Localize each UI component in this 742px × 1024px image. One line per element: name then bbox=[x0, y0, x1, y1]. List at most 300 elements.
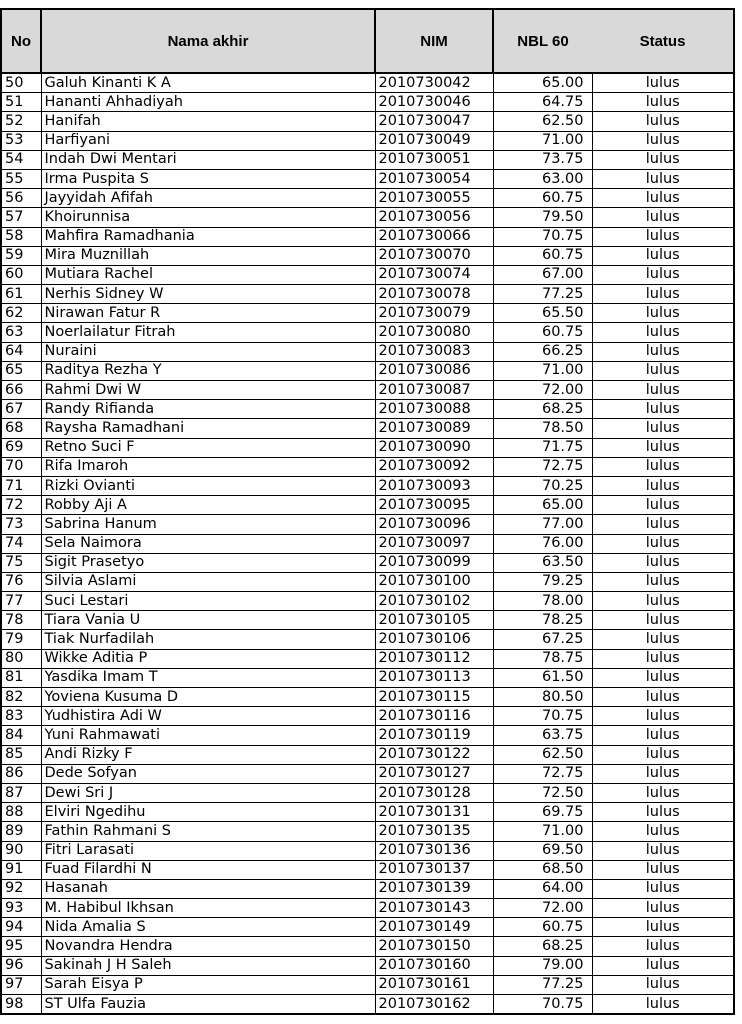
cell-nbl: 72.50 bbox=[493, 783, 592, 802]
table-row bbox=[1, 879, 734, 898]
cell-name: Randy Rifianda bbox=[41, 400, 375, 419]
cell-status: lulus bbox=[592, 169, 734, 188]
cell-status: lulus bbox=[592, 496, 734, 515]
cell-no: 54 bbox=[1, 150, 41, 169]
cell-status: lulus bbox=[592, 803, 734, 822]
cell-status: lulus bbox=[592, 361, 734, 380]
cell-status: lulus bbox=[592, 918, 734, 937]
cell-name: M. Habibul Ikhsan bbox=[41, 899, 375, 918]
cell-nim: 2010730046 bbox=[375, 93, 493, 112]
cell-nbl: 70.75 bbox=[493, 995, 592, 1015]
cell-no: 60 bbox=[1, 265, 41, 284]
table-row bbox=[1, 323, 734, 342]
cell-name: Robby Aji A bbox=[41, 496, 375, 515]
cell-name: Sela Naimora bbox=[41, 534, 375, 553]
table-row bbox=[1, 745, 734, 764]
cell-status: lulus bbox=[592, 937, 734, 956]
cell-name: Jayyidah Afifah bbox=[41, 189, 375, 208]
cell-nbl: 70.75 bbox=[493, 707, 592, 726]
table-row bbox=[1, 956, 734, 975]
cell-name: Hasanah bbox=[41, 879, 375, 898]
cell-status: lulus bbox=[592, 419, 734, 438]
cell-nbl: 71.00 bbox=[493, 822, 592, 841]
table-row bbox=[1, 93, 734, 112]
cell-nim: 2010730070 bbox=[375, 246, 493, 265]
cell-name: Sigit Prasetyo bbox=[41, 553, 375, 572]
cell-status: lulus bbox=[592, 131, 734, 150]
grade-sheet bbox=[0, 8, 735, 1015]
cell-nim: 2010730135 bbox=[375, 822, 493, 841]
cell-nbl: 60.75 bbox=[493, 918, 592, 937]
cell-name: Rifa Imaroh bbox=[41, 457, 375, 476]
cell-no: 71 bbox=[1, 476, 41, 495]
cell-no: 80 bbox=[1, 649, 41, 668]
cell-status: lulus bbox=[592, 745, 734, 764]
table-row bbox=[1, 860, 734, 879]
cell-name: Mahfira Ramadhania bbox=[41, 227, 375, 246]
cell-name: Nuraini bbox=[41, 342, 375, 361]
cell-status: lulus bbox=[592, 189, 734, 208]
cell-nbl: 69.75 bbox=[493, 803, 592, 822]
cell-status: lulus bbox=[592, 208, 734, 227]
cell-nbl: 64.75 bbox=[493, 93, 592, 112]
cell-no: 81 bbox=[1, 668, 41, 687]
cell-nbl: 63.75 bbox=[493, 726, 592, 745]
student-results-table bbox=[0, 8, 735, 1015]
table-row bbox=[1, 246, 734, 265]
table-row bbox=[1, 189, 734, 208]
cell-nbl: 72.00 bbox=[493, 381, 592, 400]
cell-nim: 2010730051 bbox=[375, 150, 493, 169]
cell-status: lulus bbox=[592, 822, 734, 841]
cell-nim: 2010730099 bbox=[375, 553, 493, 572]
cell-nbl: 72.75 bbox=[493, 764, 592, 783]
cell-name: Yasdika Imam T bbox=[41, 668, 375, 687]
cell-nbl: 63.50 bbox=[493, 553, 592, 572]
cell-status: lulus bbox=[592, 150, 734, 169]
cell-name: Harfiyani bbox=[41, 131, 375, 150]
cell-status: lulus bbox=[592, 342, 734, 361]
cell-nbl: 79.00 bbox=[493, 956, 592, 975]
table-row bbox=[1, 553, 734, 572]
cell-name: Tiak Nurfadilah bbox=[41, 630, 375, 649]
cell-name: Novandra Hendra bbox=[41, 937, 375, 956]
cell-status: lulus bbox=[592, 668, 734, 687]
cell-status: lulus bbox=[592, 879, 734, 898]
cell-name: Galuh Kinanti K A bbox=[41, 73, 375, 93]
table-row bbox=[1, 975, 734, 994]
table-row bbox=[1, 764, 734, 783]
cell-nbl: 72.00 bbox=[493, 899, 592, 918]
cell-no: 74 bbox=[1, 534, 41, 553]
table-row bbox=[1, 457, 734, 476]
cell-nim: 2010730122 bbox=[375, 745, 493, 764]
cell-no: 69 bbox=[1, 438, 41, 457]
cell-nim: 2010730042 bbox=[375, 73, 493, 93]
cell-nim: 2010730096 bbox=[375, 515, 493, 534]
cell-nbl: 73.75 bbox=[493, 150, 592, 169]
header-nbl: NBL 60 bbox=[493, 9, 592, 73]
cell-name: Retno Suci F bbox=[41, 438, 375, 457]
cell-status: lulus bbox=[592, 534, 734, 553]
cell-nbl: 67.00 bbox=[493, 265, 592, 284]
cell-no: 95 bbox=[1, 937, 41, 956]
table-row bbox=[1, 630, 734, 649]
table-row bbox=[1, 73, 734, 93]
cell-nim: 2010730127 bbox=[375, 764, 493, 783]
cell-status: lulus bbox=[592, 899, 734, 918]
cell-name: Sakinah J H Saleh bbox=[41, 956, 375, 975]
cell-nbl: 61.50 bbox=[493, 668, 592, 687]
cell-status: lulus bbox=[592, 956, 734, 975]
cell-nim: 2010730047 bbox=[375, 112, 493, 131]
cell-name: Rahmi Dwi W bbox=[41, 381, 375, 400]
header-status: Status bbox=[592, 9, 734, 73]
cell-name: Dede Sofyan bbox=[41, 764, 375, 783]
cell-status: lulus bbox=[592, 995, 734, 1015]
cell-no: 55 bbox=[1, 169, 41, 188]
table-row bbox=[1, 803, 734, 822]
table-row bbox=[1, 419, 734, 438]
cell-no: 64 bbox=[1, 342, 41, 361]
cell-nim: 2010730092 bbox=[375, 457, 493, 476]
cell-no: 51 bbox=[1, 93, 41, 112]
cell-status: lulus bbox=[592, 630, 734, 649]
cell-status: lulus bbox=[592, 457, 734, 476]
table-row bbox=[1, 169, 734, 188]
cell-status: lulus bbox=[592, 841, 734, 860]
cell-no: 57 bbox=[1, 208, 41, 227]
cell-nbl: 70.25 bbox=[493, 476, 592, 495]
table-row bbox=[1, 381, 734, 400]
cell-name: Sarah Eisya P bbox=[41, 975, 375, 994]
cell-no: 77 bbox=[1, 592, 41, 611]
cell-name: Andi Rizky F bbox=[41, 745, 375, 764]
cell-no: 87 bbox=[1, 783, 41, 802]
cell-no: 72 bbox=[1, 496, 41, 515]
cell-no: 70 bbox=[1, 457, 41, 476]
cell-nbl: 67.25 bbox=[493, 630, 592, 649]
cell-nim: 2010730137 bbox=[375, 860, 493, 879]
cell-no: 88 bbox=[1, 803, 41, 822]
cell-no: 58 bbox=[1, 227, 41, 246]
header-name: Nama akhir bbox=[41, 9, 375, 73]
cell-no: 91 bbox=[1, 860, 41, 879]
cell-nim: 2010730105 bbox=[375, 611, 493, 630]
cell-no: 75 bbox=[1, 553, 41, 572]
table-row bbox=[1, 688, 734, 707]
cell-nbl: 71.75 bbox=[493, 438, 592, 457]
cell-no: 79 bbox=[1, 630, 41, 649]
cell-status: lulus bbox=[592, 553, 734, 572]
table-body bbox=[1, 73, 734, 1014]
table-row bbox=[1, 285, 734, 304]
cell-nbl: 62.50 bbox=[493, 112, 592, 131]
cell-nbl: 66.25 bbox=[493, 342, 592, 361]
cell-status: lulus bbox=[592, 476, 734, 495]
cell-nbl: 65.00 bbox=[493, 496, 592, 515]
cell-no: 63 bbox=[1, 323, 41, 342]
cell-nim: 2010730112 bbox=[375, 649, 493, 668]
table-row bbox=[1, 496, 734, 515]
table-row bbox=[1, 515, 734, 534]
cell-nbl: 72.75 bbox=[493, 457, 592, 476]
cell-no: 56 bbox=[1, 189, 41, 208]
cell-nbl: 60.75 bbox=[493, 189, 592, 208]
cell-no: 68 bbox=[1, 419, 41, 438]
cell-no: 62 bbox=[1, 304, 41, 323]
cell-status: lulus bbox=[592, 975, 734, 994]
cell-nim: 2010730054 bbox=[375, 169, 493, 188]
cell-nim: 2010730079 bbox=[375, 304, 493, 323]
cell-status: lulus bbox=[592, 592, 734, 611]
table-row bbox=[1, 783, 734, 802]
cell-nbl: 78.00 bbox=[493, 592, 592, 611]
header-nim: NIM bbox=[375, 9, 493, 73]
cell-nim: 2010730083 bbox=[375, 342, 493, 361]
cell-name: Wikke Aditia P bbox=[41, 649, 375, 668]
table-header-row bbox=[1, 9, 734, 73]
cell-no: 66 bbox=[1, 381, 41, 400]
cell-name: Dewi Sri J bbox=[41, 783, 375, 802]
cell-nim: 2010730115 bbox=[375, 688, 493, 707]
table-row bbox=[1, 227, 734, 246]
cell-no: 65 bbox=[1, 361, 41, 380]
table-row bbox=[1, 822, 734, 841]
cell-nbl: 79.50 bbox=[493, 208, 592, 227]
cell-nbl: 80.50 bbox=[493, 688, 592, 707]
cell-nim: 2010730150 bbox=[375, 937, 493, 956]
header-no: No bbox=[1, 9, 41, 73]
cell-status: lulus bbox=[592, 246, 734, 265]
cell-no: 73 bbox=[1, 515, 41, 534]
cell-status: lulus bbox=[592, 112, 734, 131]
table-row bbox=[1, 131, 734, 150]
cell-no: 89 bbox=[1, 822, 41, 841]
cell-nim: 2010730136 bbox=[375, 841, 493, 860]
cell-status: lulus bbox=[592, 438, 734, 457]
cell-status: lulus bbox=[592, 649, 734, 668]
cell-nim: 2010730106 bbox=[375, 630, 493, 649]
table-row bbox=[1, 649, 734, 668]
cell-nbl: 77.25 bbox=[493, 285, 592, 304]
table-row bbox=[1, 707, 734, 726]
cell-nbl: 77.25 bbox=[493, 975, 592, 994]
cell-nim: 2010730102 bbox=[375, 592, 493, 611]
cell-name: Sabrina Hanum bbox=[41, 515, 375, 534]
cell-status: lulus bbox=[592, 611, 734, 630]
table-row bbox=[1, 534, 734, 553]
cell-name: Rizki Ovianti bbox=[41, 476, 375, 495]
cell-name: Khoirunnisa bbox=[41, 208, 375, 227]
cell-nim: 2010730080 bbox=[375, 323, 493, 342]
cell-no: 53 bbox=[1, 131, 41, 150]
cell-status: lulus bbox=[592, 515, 734, 534]
cell-nim: 2010730055 bbox=[375, 189, 493, 208]
cell-name: ST Ulfa Fauzia bbox=[41, 995, 375, 1015]
cell-nbl: 71.00 bbox=[493, 131, 592, 150]
cell-nim: 2010730078 bbox=[375, 285, 493, 304]
cell-nim: 2010730131 bbox=[375, 803, 493, 822]
cell-name: Yudhistira Adi W bbox=[41, 707, 375, 726]
cell-status: lulus bbox=[592, 304, 734, 323]
table-row bbox=[1, 476, 734, 495]
cell-status: lulus bbox=[592, 93, 734, 112]
cell-name: Fuad Filardhi N bbox=[41, 860, 375, 879]
cell-nim: 2010730088 bbox=[375, 400, 493, 419]
cell-nbl: 65.00 bbox=[493, 73, 592, 93]
table-row bbox=[1, 208, 734, 227]
cell-no: 93 bbox=[1, 899, 41, 918]
table-row bbox=[1, 265, 734, 284]
cell-status: lulus bbox=[592, 400, 734, 419]
cell-status: lulus bbox=[592, 688, 734, 707]
table-row bbox=[1, 995, 734, 1015]
cell-name: Fitri Larasati bbox=[41, 841, 375, 860]
cell-nbl: 64.00 bbox=[493, 879, 592, 898]
cell-nim: 2010730097 bbox=[375, 534, 493, 553]
cell-status: lulus bbox=[592, 227, 734, 246]
table-row bbox=[1, 937, 734, 956]
cell-nim: 2010730049 bbox=[375, 131, 493, 150]
cell-no: 78 bbox=[1, 611, 41, 630]
cell-no: 96 bbox=[1, 956, 41, 975]
cell-name: Fathin Rahmani S bbox=[41, 822, 375, 841]
cell-name: Hanifah bbox=[41, 112, 375, 131]
cell-name: Suci Lestari bbox=[41, 592, 375, 611]
cell-no: 59 bbox=[1, 246, 41, 265]
cell-name: Yuni Rahmawati bbox=[41, 726, 375, 745]
cell-no: 61 bbox=[1, 285, 41, 304]
cell-nbl: 78.75 bbox=[493, 649, 592, 668]
cell-nim: 2010730089 bbox=[375, 419, 493, 438]
cell-nim: 2010730100 bbox=[375, 572, 493, 591]
cell-name: Indah Dwi Mentari bbox=[41, 150, 375, 169]
cell-nim: 2010730087 bbox=[375, 381, 493, 400]
table-row bbox=[1, 572, 734, 591]
table-row bbox=[1, 342, 734, 361]
cell-nim: 2010730113 bbox=[375, 668, 493, 687]
cell-name: Nirawan Fatur R bbox=[41, 304, 375, 323]
cell-status: lulus bbox=[592, 265, 734, 284]
cell-nbl: 68.25 bbox=[493, 400, 592, 419]
cell-no: 52 bbox=[1, 112, 41, 131]
cell-name: Nerhis Sidney W bbox=[41, 285, 375, 304]
cell-no: 92 bbox=[1, 879, 41, 898]
table-row bbox=[1, 112, 734, 131]
cell-status: lulus bbox=[592, 285, 734, 304]
cell-nim: 2010730090 bbox=[375, 438, 493, 457]
cell-status: lulus bbox=[592, 73, 734, 93]
cell-nim: 2010730160 bbox=[375, 956, 493, 975]
cell-no: 83 bbox=[1, 707, 41, 726]
cell-status: lulus bbox=[592, 572, 734, 591]
cell-nim: 2010730149 bbox=[375, 918, 493, 937]
cell-no: 97 bbox=[1, 975, 41, 994]
cell-no: 90 bbox=[1, 841, 41, 860]
cell-no: 67 bbox=[1, 400, 41, 419]
cell-nbl: 68.25 bbox=[493, 937, 592, 956]
cell-nim: 2010730161 bbox=[375, 975, 493, 994]
cell-no: 50 bbox=[1, 73, 41, 93]
cell-nim: 2010730095 bbox=[375, 496, 493, 515]
cell-nim: 2010730086 bbox=[375, 361, 493, 380]
cell-nbl: 78.50 bbox=[493, 419, 592, 438]
cell-status: lulus bbox=[592, 707, 734, 726]
cell-nbl: 78.25 bbox=[493, 611, 592, 630]
table-row bbox=[1, 304, 734, 323]
cell-nbl: 60.75 bbox=[493, 246, 592, 265]
cell-no: 98 bbox=[1, 995, 41, 1015]
cell-name: Noerlailatur Fitrah bbox=[41, 323, 375, 342]
cell-name: Mutiara Rachel bbox=[41, 265, 375, 284]
cell-no: 86 bbox=[1, 764, 41, 783]
cell-no: 84 bbox=[1, 726, 41, 745]
table-row bbox=[1, 361, 734, 380]
cell-nbl: 62.50 bbox=[493, 745, 592, 764]
cell-status: lulus bbox=[592, 764, 734, 783]
cell-nim: 2010730119 bbox=[375, 726, 493, 745]
cell-nbl: 79.25 bbox=[493, 572, 592, 591]
cell-nbl: 69.50 bbox=[493, 841, 592, 860]
cell-nim: 2010730143 bbox=[375, 899, 493, 918]
cell-name: Tiara Vania U bbox=[41, 611, 375, 630]
cell-nbl: 63.00 bbox=[493, 169, 592, 188]
cell-status: lulus bbox=[592, 860, 734, 879]
cell-nim: 2010730116 bbox=[375, 707, 493, 726]
cell-nim: 2010730066 bbox=[375, 227, 493, 246]
table-row bbox=[1, 841, 734, 860]
table-row bbox=[1, 918, 734, 937]
cell-no: 94 bbox=[1, 918, 41, 937]
cell-no: 76 bbox=[1, 572, 41, 591]
cell-nbl: 68.50 bbox=[493, 860, 592, 879]
table-row bbox=[1, 150, 734, 169]
cell-status: lulus bbox=[592, 381, 734, 400]
cell-no: 82 bbox=[1, 688, 41, 707]
cell-name: Yoviena Kusuma D bbox=[41, 688, 375, 707]
cell-name: Silvia Aslami bbox=[41, 572, 375, 591]
table-row bbox=[1, 611, 734, 630]
cell-nbl: 71.00 bbox=[493, 361, 592, 380]
cell-nbl: 60.75 bbox=[493, 323, 592, 342]
table-row bbox=[1, 400, 734, 419]
cell-name: Elviri Ngedihu bbox=[41, 803, 375, 822]
cell-nim: 2010730162 bbox=[375, 995, 493, 1015]
cell-nim: 2010730056 bbox=[375, 208, 493, 227]
table-row bbox=[1, 726, 734, 745]
cell-nbl: 70.75 bbox=[493, 227, 592, 246]
cell-nbl: 77.00 bbox=[493, 515, 592, 534]
cell-name: Irma Puspita S bbox=[41, 169, 375, 188]
cell-no: 85 bbox=[1, 745, 41, 764]
table-row bbox=[1, 438, 734, 457]
cell-status: lulus bbox=[592, 726, 734, 745]
cell-status: lulus bbox=[592, 323, 734, 342]
cell-name: Raditya Rezha Y bbox=[41, 361, 375, 380]
table-row bbox=[1, 592, 734, 611]
cell-status: lulus bbox=[592, 783, 734, 802]
cell-name: Hananti Ahhadiyah bbox=[41, 93, 375, 112]
cell-nbl: 65.50 bbox=[493, 304, 592, 323]
cell-name: Nida Amalia S bbox=[41, 918, 375, 937]
cell-nbl: 76.00 bbox=[493, 534, 592, 553]
cell-nim: 2010730093 bbox=[375, 476, 493, 495]
cell-nim: 2010730128 bbox=[375, 783, 493, 802]
table-row bbox=[1, 899, 734, 918]
cell-nim: 2010730139 bbox=[375, 879, 493, 898]
cell-name: Raysha Ramadhani bbox=[41, 419, 375, 438]
